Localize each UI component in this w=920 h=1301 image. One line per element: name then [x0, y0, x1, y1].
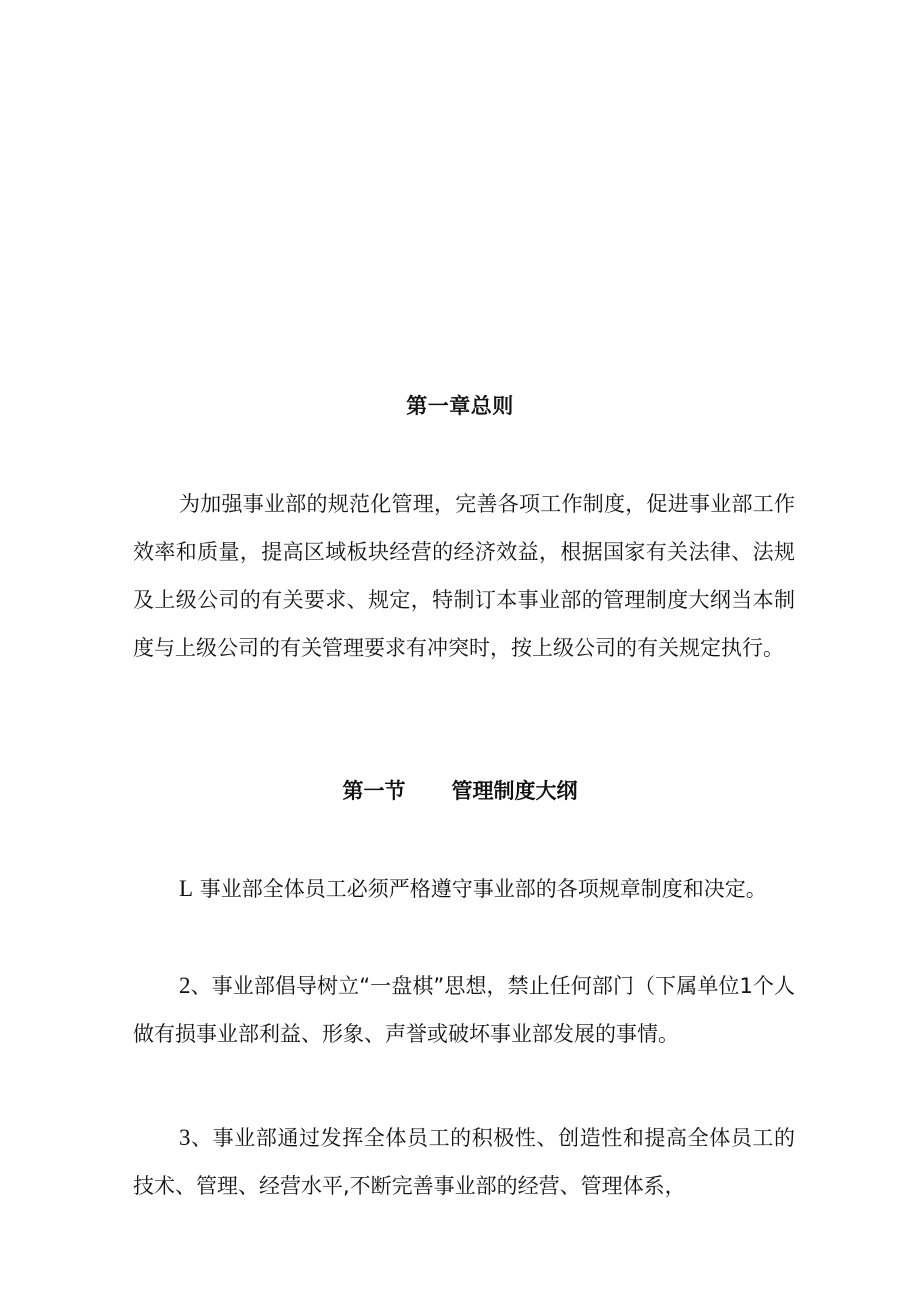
item-marker: 3	[179, 1125, 191, 1150]
section-title: 管理制度大纲	[451, 779, 578, 803]
chapter-title: 第一章总则	[406, 394, 514, 418]
item-text: 、事业部通过发挥全体员工的积极性、创造性和提高全体员工的技术、管理、经营水平,不断完善事业部的经营、管理体系，	[133, 1126, 795, 1198]
item-text: 事业部全体员工必须严格遵守事业部的各项规章制度和决定。	[199, 877, 767, 901]
list-item-2	[133, 962, 795, 1058]
item-marker: 2	[179, 973, 191, 998]
intro-paragraph: 为加强事业部的规范化管理，完善各项工作制度，促进事业部工作效率和质量，提高区域板块经营的经济效益，根据国家有关法律、法规及上级公司的有关要求、规定，特制订本事业部的管理制度大纲当本制度与上级公司的有关管理要求有冲突时，按上级公司的有关规定执行。	[133, 492, 795, 660]
list-item-1	[133, 865, 795, 913]
item-text: 、事业部倡导树立“一盘棋”思想，禁止任何部门（下属单位1个人做有损事业部利益、形象、声誉或破坏事业部发展的事情。	[133, 974, 795, 1046]
item-marker: L	[179, 876, 194, 901]
list-item-3	[133, 1114, 795, 1210]
section-heading	[0, 776, 920, 806]
section-number: 第一节	[342, 779, 406, 803]
